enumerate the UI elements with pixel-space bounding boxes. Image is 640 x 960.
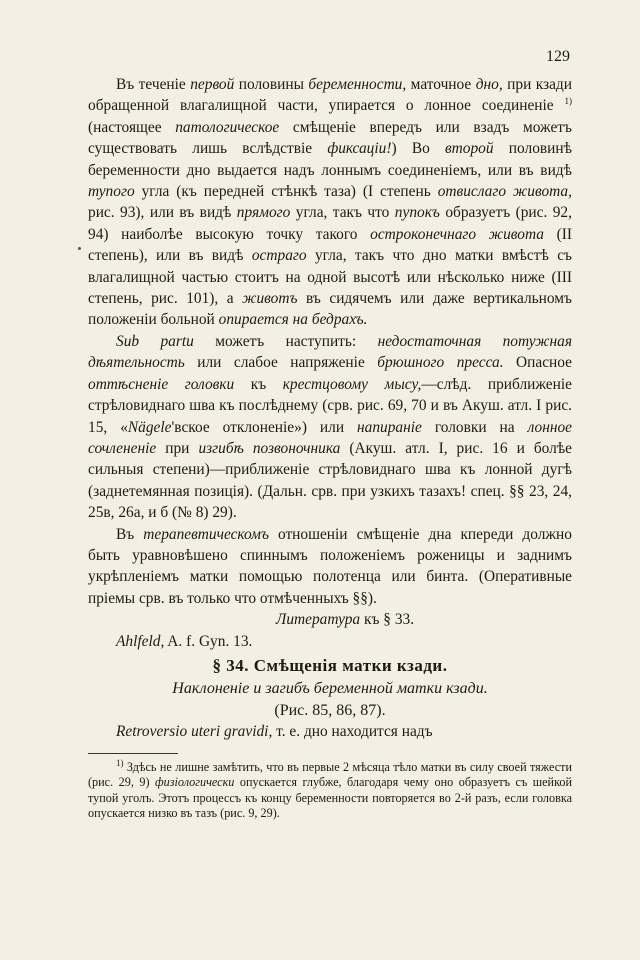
paragraph-fundus-position: Въ теченіе первой половины беременности, маточное дно, при кзади обращенной влагалищной части, упирается о лонное соединеніе $^{1)}$ (настоящее патологическое смѣщеніе впередъ или взадъ можетъ существовать лишь вслѣдствіе фиксаціи!) Во второй половинѣ беременности дно выдается надъ лоннымъ соединеніемъ, или въ видѣ тупого угла (къ передней стѣнкѣ таза) (I степень отвислаго живота, рис. 93), или въ видѣ прямого угла, такъ что пупокъ образуетъ (рис. 92, 94) наиболѣе высокую точку такого остроконечнаго живота (II степень), или въ видѣ остраго угла, такъ что дно матки вмѣстѣ съ влагалищной частью стоитъ на одной высотѣ или нѣсколько ниже (III степень, рис. 101), а животъ въ сидячемъ или даже вертикальномъ положеніи больной опирается на бедрахъ. [88,76,573,329]
footnote-divider [88,753,178,754]
paragraph-retroversio: Retroversio uteri gravidi, т. е. дно находится надъ [116,723,433,741]
section-heading: § 34. Смѣщенія матки кзади. [212,655,448,675]
section-subheading: Наклоненіе и загибъ беременной матки кзади. [172,680,488,698]
paragraph-therapy: Въ терапевтическомъ отношеніи смѣщеніе дна кпереди должно быть уравновѣшено спиннымъ положеніемъ роженицы и заднимъ укрѣпленіемъ матки помощью полотенца или бинта. (Оперативные пріемы срв. въ только что отмѣченныхъ §§). [88,525,572,607]
page-text [88,74,572,822]
literature-reference: Ahlfeld, A. f. Gyn. 13. [116,632,253,650]
margin-mark [78,247,81,250]
paragraph-sub-partu: Sub partu можетъ наступить: недостаточная потужная дѣятельность или слабое напряженіе брюшного пресса. Опасное оттѣсненіе головки къ крестцовому мысу,—слѣд. приближеніе стрѣловиднаго шва къ послѣднему (срв. рис. 69, 70 и въ Акуш. атл. I рис. 15, «Nägele'вское отклоненіе») или напираніе головки на лонное сочлененіе при изгибѣ позвоночника (Акуш. атл. I, рис. 16 и болѣе сильныя степени)—приближеніе стрѣловиднаго шва къ лонной дугѣ (заднетемянная позиція). (Дальн. срв. при узкихъ тазахъ! спец. §§ 23, 24, 25в, 26а, и б (№ 8) 29). [88,332,573,522]
footnote-reference: 1) [564,96,572,107]
page-number: 129 [546,48,570,65]
footnote: $^{1)}$ Здѣсь не лишне замѣтить, что въ первые 2 мѣсяца тѣло матки въ силу своей тяжести (рис. 29, 9) физіологически опускается глубже, благодаря чему оно образуетъ съ шейкой тупой уголъ. Этотъ процессъ къ концу беременности повторяется во 2-й разъ, если головка опускается низко въ тазъ (рис. 9, 29). [88,757,572,821]
footnote-marker: 1) [116,757,124,768]
literature-line: Литература къ § 33. [275,611,415,629]
figure-reference: (Рис. 85, 86, 87). [274,701,386,719]
